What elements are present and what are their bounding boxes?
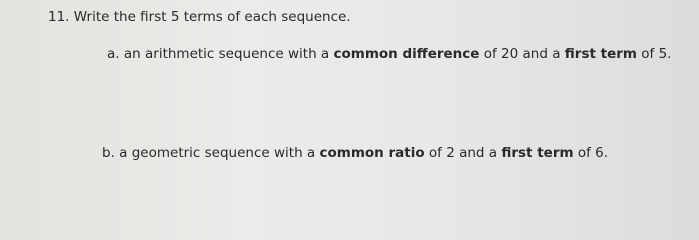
part-b-bold-common-ratio: common ratio — [319, 145, 425, 161]
part-b-text-3: of 6. — [577, 145, 609, 161]
part-a-bold-common-difference: common difference — [333, 46, 480, 62]
part-b-text-1: a geometric sequence with a — [119, 145, 316, 161]
part-b-bold-first-term: first term — [501, 145, 574, 161]
question-text: Write the first 5 terms of each sequence. — [73, 9, 351, 25]
part-a-text-3: of 5. — [641, 46, 672, 62]
question-line — [48, 9, 351, 25]
part-b-label: b. — [102, 145, 115, 161]
part-a-text-2: of 20 and a — [483, 46, 561, 62]
part-a-text-1: an arithmetic sequence with a — [123, 46, 330, 62]
part-a-line — [107, 46, 671, 62]
part-a-label: a. — [107, 46, 120, 62]
part-b-text-2: of 2 and a — [428, 145, 498, 161]
part-b-line — [102, 145, 608, 161]
part-a-bold-first-term: first term — [564, 46, 637, 62]
question-number: 11. — [48, 9, 70, 25]
